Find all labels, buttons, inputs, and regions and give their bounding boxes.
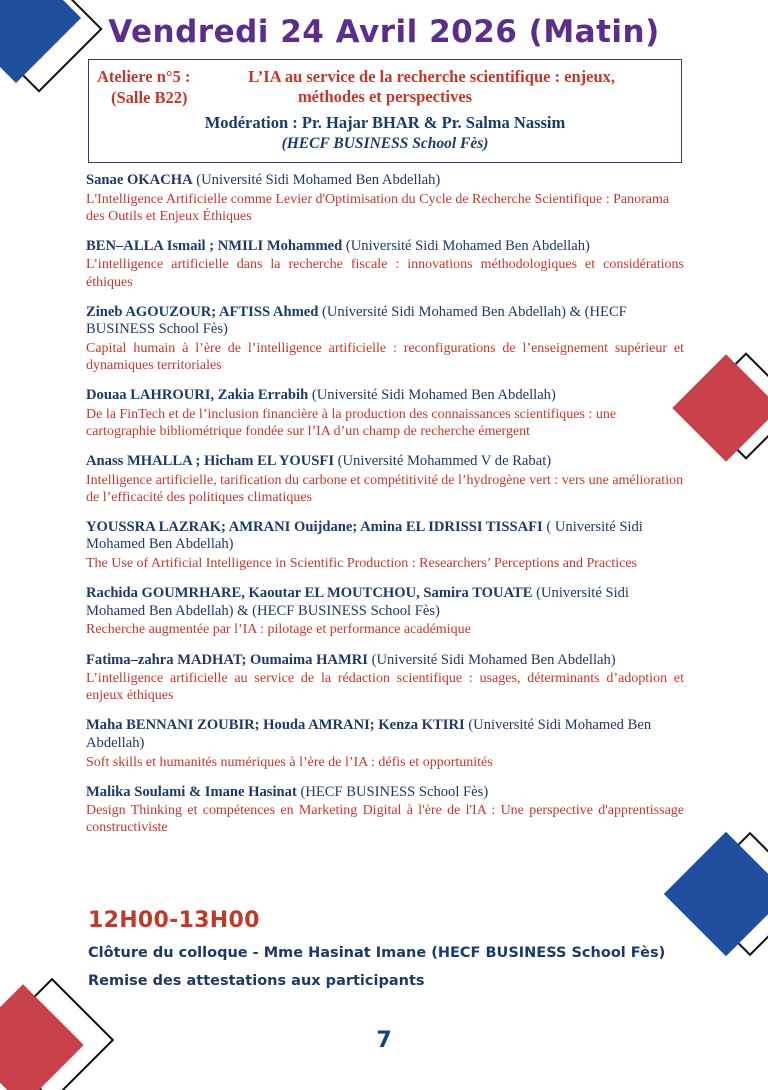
talk-title: Recherche augmentée par l’IA : pilotage et performance académique	[86, 622, 471, 638]
closing-line-1: Clôture du colloque - Mme Hasinat Imane (HECF BUSINESS School Fès)	[88, 945, 666, 961]
talk-affiliation: (Université Sidi Mohamed Ben Abdellah) & (HECF BUSINESS School Fès)	[86, 303, 627, 338]
talk-authors	[86, 652, 684, 670]
talk-authors	[86, 453, 684, 471]
talk-entry	[86, 238, 684, 291]
page-number: 7	[376, 1028, 392, 1053]
closing-line-2: Remise des attestations aux participants	[88, 973, 425, 989]
workshop-label: Ateliere n°5 :	[97, 67, 191, 86]
talk-entry	[86, 784, 684, 837]
closing-section	[88, 908, 688, 989]
talk-author-names: Fatima–zahra MADHAT; Oumaima HAMRI	[86, 651, 368, 668]
talk-author-names: YOUSSRA LAZRAK; AMRANI Ouijdane; Amina EL IDRISSI TISSAFI	[86, 518, 543, 535]
talk-affiliation: (Université Sidi Mohamed Ben Abdellah) & (HECF BUSINESS School Fès)	[86, 585, 629, 619]
talk-authors	[86, 304, 684, 339]
talk-affiliation: (Université Sidi Mohamed Ben Abdellah)	[308, 387, 556, 404]
talk-title: Capital humain à l’ère de l’intelligence artificielle : reconfigurations de l’enseignement supérieur et dynamiques territoriales	[86, 340, 684, 374]
talk-author-names: BEN–ALLA Ismail ; NMILI Mohammed	[86, 237, 343, 254]
talk-title: De la FinTech et de l’inclusion financière à la production des connaissances scientifiques : une cartographie bibliométrique fondée sur l’IA d’un champ de recherche émergent	[86, 406, 617, 439]
talk-title: The Use of Artificial Intelligence in Scientific Production : Researchers’ Perceptions and Practices	[86, 556, 637, 572]
talk-author-names: Sanae OKACHA	[86, 172, 193, 188]
talk-authors	[86, 238, 684, 256]
workshop-title-line1: L’IA au service de la recherche scientifique : enjeux,	[248, 67, 616, 86]
talk-authors	[86, 172, 684, 190]
talk-author-names: Rachida GOUMRHARE, Kaoutar EL MOUTCHOU, Samira TOUATE	[86, 585, 533, 602]
talk-title: L’intelligence artificielle au service de la rédaction scientifique : usages, déterminants d’adoption et enjeux éthiques	[86, 671, 684, 704]
moderation-line: Modération : Pr. Hajar BHAR & Pr. Salma Nassim	[204, 113, 566, 133]
talk-entry	[86, 453, 684, 506]
talk-list	[86, 172, 684, 850]
talk-entry	[86, 304, 684, 374]
session-header-box	[88, 59, 682, 163]
talk-authors	[86, 585, 684, 620]
talk-title: Design Thinking et compétences en Marketing Digital à l'ère de l'IA : Une perspective d'apprentissage constructiviste	[86, 803, 684, 836]
talk-author-names: Douaa LAHROURI, Zakia Errabih	[86, 387, 309, 404]
talk-affiliation: (Université Sidi Mohamed Ben Abdellah)	[192, 172, 441, 188]
talk-author-names: Maha BENNANI ZOUBIR; Houda AMRANI; Kenza KTIRI	[86, 717, 465, 734]
talk-title: Soft skills et humanités numériques à l’ère de l’IA : défis et opportunités	[86, 754, 493, 770]
page-title: Vendredi 24 Avril 2026 (Matin)	[108, 14, 660, 50]
workshop-room: (Salle B22)	[111, 87, 188, 107]
talk-affiliation: (Université Sidi Mohamed Ben Abdellah)	[86, 717, 652, 751]
talk-title: L’intelligence artificielle dans la recherche fiscale : innovations méthodologiques et considérations éthiques	[86, 257, 684, 290]
talk-entry	[86, 585, 684, 638]
talk-author-names: Zineb AGOUZOUR; AFTISS Ahmed	[86, 303, 319, 320]
talk-entry	[86, 652, 684, 705]
talk-authors	[86, 784, 684, 802]
talk-affiliation: (Université Sidi Mohamed Ben Abdellah)	[342, 237, 590, 254]
closing-time: 12H00-13H00	[88, 908, 260, 933]
talk-author-names: Malika Soulami & Imane Hasinat	[86, 783, 297, 800]
talk-title: Intelligence artificielle, tarification du carbone et compétitivité de l’hydrogène vert : vers une amélioration de l’efficacité des politiques climatiques	[86, 472, 684, 505]
talk-authors	[86, 717, 684, 752]
workshop-title	[97, 67, 673, 108]
moderation-organization: (HECF BUSINESS School Fès)	[281, 134, 489, 152]
talk-authors	[86, 519, 684, 554]
talk-author-names: Anass MHALLA ; Hicham EL YOUSFI	[86, 452, 334, 469]
decorative-diamond-bottom-right	[676, 826, 768, 996]
talk-authors	[86, 387, 684, 405]
decorative-diamond-right-middle	[700, 360, 768, 500]
talk-title: L'Intelligence Artificielle comme Levier d'Optimisation du Cycle de Recherche Scientifique : Panorama des Outils et Enjeux Éthiques	[86, 191, 670, 224]
talk-affiliation: ( Université Sidi Mohamed Ben Abdellah)	[86, 518, 643, 553]
talk-affiliation: (Université Sidi Mohamed Ben Abdellah)	[367, 651, 616, 668]
talk-affiliation: (HECF BUSINESS School Fès)	[296, 783, 489, 800]
talk-entry	[86, 717, 684, 770]
workshop-title-line2: méthodes et perspectives	[297, 87, 473, 107]
talk-affiliation: (Université Mohammed V de Rabat)	[334, 452, 552, 469]
talk-entry	[86, 519, 684, 572]
talk-entry	[86, 387, 684, 440]
talk-entry	[86, 172, 684, 225]
